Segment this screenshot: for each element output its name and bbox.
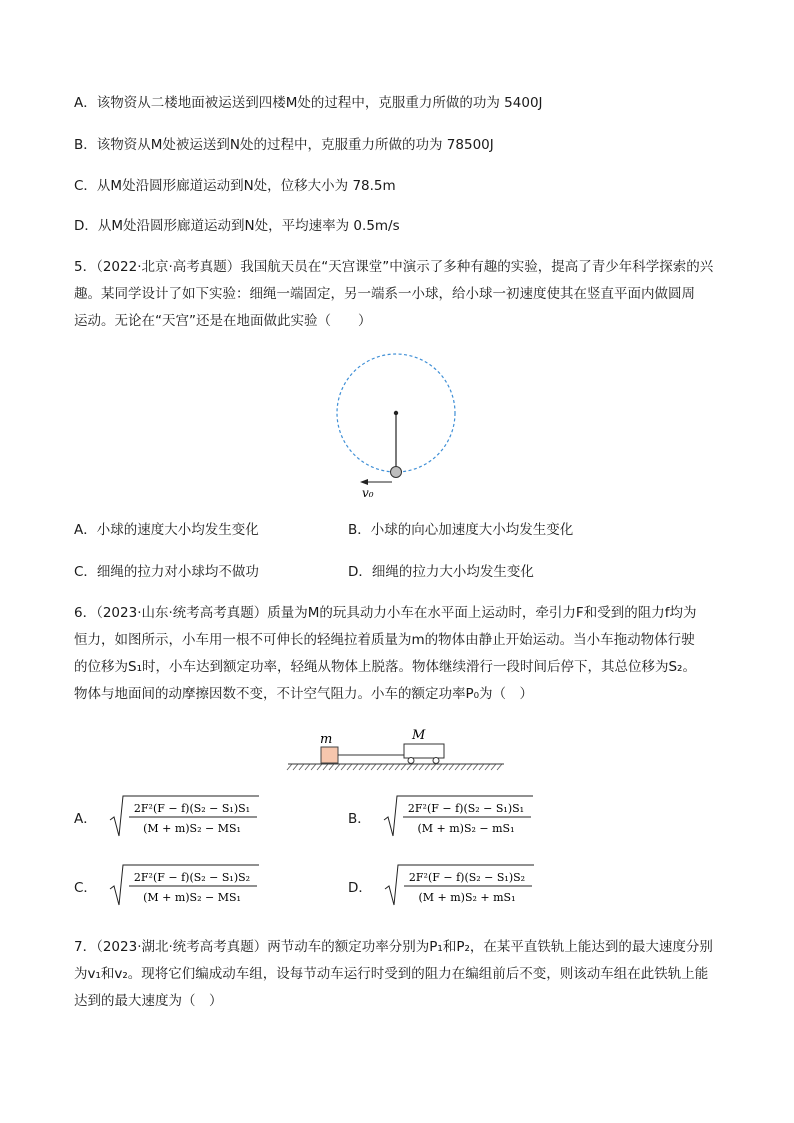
hatch-mark — [479, 764, 484, 770]
hatch-mark — [287, 764, 292, 770]
q6-option-d — [348, 863, 536, 909]
q7-stem-line-1: 7．（2023·湖北·统考高考真题）两节动车的额定功率分别为P₁和P₂，在某平直铁轨上能达到的最大速度分别 — [74, 939, 713, 955]
hatch-mark — [491, 764, 496, 770]
denominator: (M + m)S₂ + mS₁ — [418, 891, 516, 904]
q6-option-a — [74, 794, 261, 840]
hatch-mark — [413, 764, 418, 770]
ball — [391, 467, 402, 478]
q6-stem-line-4: 物体与地面间的动摩擦因数不变，不计空气阻力。小车的额定功率P₀为（ ） — [74, 686, 534, 702]
block-m — [321, 747, 338, 763]
q5-option-b: B．小球的向心加速度大小均发生变化 — [348, 522, 574, 538]
hatch-mark — [383, 764, 388, 770]
numerator: 2F²(F − f)(S₂ − S₁)S₂ — [408, 871, 525, 884]
velocity-arrowhead — [360, 479, 368, 485]
q5-option-d: D．细绳的拉力大小均发生变化 — [348, 564, 534, 580]
hatch-mark — [467, 764, 472, 770]
hatch-mark — [395, 764, 400, 770]
hatch-mark — [497, 764, 502, 770]
q4-option-a: A．该物资从二楼地面被运送到四楼M处的过程中，克服重力所做的功为 5400J — [74, 95, 543, 111]
velocity-label: v₀ — [362, 486, 374, 500]
q6-stem-line-1: 6．（2023·山东·统考高考真题）质量为M的玩具动力小车在水平面上运动时，牵引力F和受到的阻力f均为 — [74, 605, 697, 621]
hatch-mark — [371, 764, 376, 770]
ground-hatching — [287, 764, 502, 770]
q4-option-d: D．从M处沿圆形廊道运动到N处，平均速率为 0.5m/s — [74, 218, 400, 234]
hatch-mark — [365, 764, 370, 770]
hatch-mark — [347, 764, 352, 770]
hatch-mark — [389, 764, 394, 770]
hatch-mark — [311, 764, 316, 770]
hatch-mark — [353, 764, 358, 770]
q6-stem-line-2: 恒力，如图所示，小车用一根不可伸长的轻绳拉着质量为m的物体由静止开始运动。当小车拖动物体行驶 — [74, 632, 695, 648]
sqrt-formula — [109, 794, 261, 840]
option-label: B． — [348, 811, 371, 827]
block-mass-label: m — [320, 732, 333, 747]
hatch-mark — [401, 764, 406, 770]
option-label: A． — [74, 811, 97, 827]
hatch-mark — [323, 764, 328, 770]
option-label: D． — [348, 880, 372, 896]
car-wheel-right — [433, 758, 439, 764]
hatch-mark — [473, 764, 478, 770]
hatch-mark — [419, 764, 424, 770]
q5-stem-line-1: 5．（2022·北京·高考真题）我国航天员在“天宫课堂”中演示了多种有趣的实验，提高了青少年科学探索的兴 — [74, 259, 714, 275]
hatch-mark — [455, 764, 460, 770]
car-mass-label: M — [412, 728, 426, 743]
toy-car-body — [404, 744, 444, 758]
q5-stem-line-2: 趣。某同学设计了如下实验：细绳一端固定，另一端系一小球，给小球一初速度使其在竖直平面内做圆周 — [74, 286, 695, 302]
hatch-mark — [407, 764, 412, 770]
denominator: (M + m)S₂ − MS₁ — [143, 891, 241, 904]
hatch-mark — [317, 764, 322, 770]
denominator: (M + m)S₂ − MS₁ — [142, 822, 241, 835]
hatch-mark — [335, 764, 340, 770]
denominator: (M + m)S₂ − mS₁ — [417, 822, 515, 835]
option-label: C． — [74, 880, 97, 896]
q7-stem-line-3: 达到的最大速度为（ ） — [74, 993, 223, 1009]
q6-option-c — [74, 863, 261, 909]
sqrt-formula — [109, 863, 261, 909]
numerator: 2F²(F − f)(S₂ − S₁)S₁ — [407, 802, 524, 815]
hatch-mark — [293, 764, 298, 770]
q6-stem-line-3: 的位移为S₁时，小车达到额定功率，轻绳从物体上脱落。物体继续滑行一段时间后停下，其总位移为S₂。 — [74, 659, 696, 675]
hatch-mark — [443, 764, 448, 770]
hatch-mark — [431, 764, 436, 770]
q5-option-a: A．小球的速度大小均发生变化 — [74, 522, 259, 538]
hatch-mark — [299, 764, 304, 770]
hatch-mark — [329, 764, 334, 770]
hatch-mark — [377, 764, 382, 770]
hatch-mark — [305, 764, 310, 770]
q7-stem-line-2: 为v₁和v₂。现将它们编成动车组，设每节动车运行时受到的阻力在编组前后不变，则该动车组在此铁轨上能 — [74, 966, 709, 982]
hatch-mark — [449, 764, 454, 770]
q4-option-b: B．该物资从M处被运送到N处的过程中，克服重力所做的功为 78500J — [74, 137, 494, 153]
sqrt-formula — [384, 863, 536, 909]
hatch-mark — [359, 764, 364, 770]
sqrt-formula — [383, 794, 535, 840]
car-block-figure — [286, 722, 508, 774]
q6-option-b — [348, 794, 535, 840]
q5-stem-line-3: 运动。无论在“天宫”还是在地面做此实验（ ） — [74, 313, 372, 329]
q5-option-c: C．细绳的拉力对小球均不做功 — [74, 564, 259, 580]
numerator: 2F²(F − f)(S₂ − S₁)S₂ — [133, 871, 251, 884]
q4-option-c: C．从M处沿圆形廊道运动到N处，位移大小为 78.5m — [74, 178, 396, 194]
hatch-mark — [341, 764, 346, 770]
circular-motion-figure — [326, 348, 466, 503]
car-wheel-left — [408, 758, 414, 764]
hatch-mark — [437, 764, 442, 770]
hatch-mark — [461, 764, 466, 770]
numerator: 2F²(F − f)(S₂ − S₁)S₁ — [133, 802, 250, 815]
hatch-mark — [485, 764, 490, 770]
hatch-mark — [425, 764, 430, 770]
